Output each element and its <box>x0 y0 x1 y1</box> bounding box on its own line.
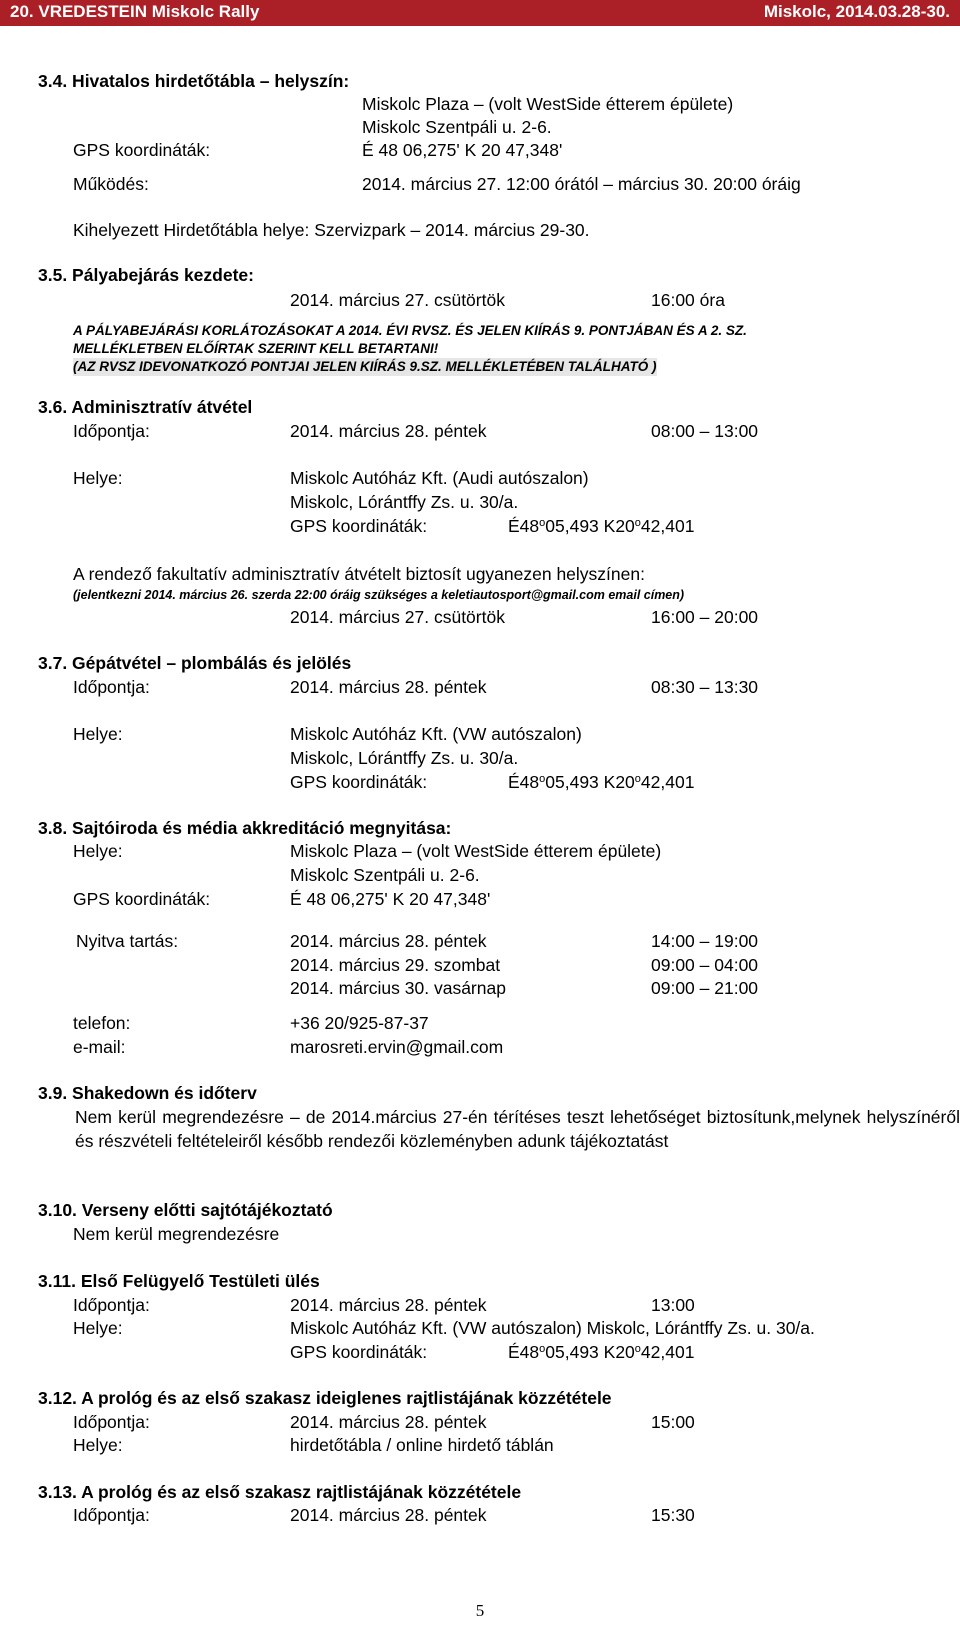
s312-idopont-label: Időpontja: <box>73 1412 150 1432</box>
s311-idopont-label: Időpontja: <box>73 1295 150 1315</box>
s312-place: hirdetőtábla / online hirdető táblán <box>290 1435 554 1455</box>
s38-tel-value: +36 20/925-87-37 <box>290 1013 429 1033</box>
s36-place-line1: Miskolc Autóház Kft. (Audi autószalon) <box>290 468 589 488</box>
s37-gps-value: É48$^o$05,493 K20$^o$42,401 <box>508 772 695 792</box>
s36-rendezo-text: A rendező fakultatív adminisztratív átvételt biztosít ugyanezen helyszínen: <box>73 564 645 584</box>
s38-tel-label: telefon: <box>73 1013 131 1033</box>
s38-place-line1: Miskolc Plaza – (volt WestSide étterem épülete) <box>290 841 662 861</box>
s37-date: 2014. március 28. péntek <box>290 677 487 697</box>
s36-gps-label: GPS koordináták: <box>290 516 428 536</box>
s36-date: 2014. március 28. péntek <box>290 421 487 441</box>
s39-paragraph: Nem kerül megrendezésre – de 2014.március 27-én térítéses teszt lehetőséget biztosítunk,melynek helyszínéről és részvételi feltételeiről később rendezői közleményben adunk tájékoztatást <box>75 1107 960 1151</box>
s37-time: 08:30 – 13:30 <box>651 677 759 697</box>
s38-place-line2: Miskolc Szentpáli u. 2-6. <box>290 865 480 885</box>
s37-place-line2: Miskolc, Lórántffy Zs. u. 30/a. <box>290 748 519 768</box>
s311-place: Miskolc Autóház Kft. (VW autószalon) Miskolc, Lórántffy Zs. u. 30/a. <box>290 1318 815 1338</box>
s36-time: 08:00 – 13:00 <box>651 421 759 441</box>
section-3-7-title: 3.7. Gépátvétel – plombálás és jelölés <box>38 653 352 673</box>
s38-row2-time: 09:00 – 04:00 <box>651 955 759 975</box>
s311-gps-label: GPS koordináták: <box>290 1342 428 1362</box>
s34-gps-label: GPS koordináták: <box>73 140 211 160</box>
s38-helye-label: Helye: <box>73 841 123 861</box>
s36-jelentkezni-text: (jelentkezni 2014. március 26. szerda 22:00 óráig szükséges a keletiautosport@gmail.com email címen) <box>73 588 685 602</box>
s38-row1-date: 2014. március 28. péntek <box>290 931 487 951</box>
s311-date: 2014. március 28. péntek <box>290 1295 487 1315</box>
s311-helye-label: Helye: <box>73 1318 123 1338</box>
s34-gps-value: É 48 06,275' K 20 47,348' <box>362 140 563 160</box>
section-3-8-title: 3.8. Sajtóiroda és média akkreditáció megnyitása: <box>38 818 452 838</box>
section-3-12-title: 3.12. A prológ és az első szakasz ideiglenes rajtlistájának közzététele <box>38 1388 612 1408</box>
s36-time2: 16:00 – 20:00 <box>651 607 759 627</box>
section-3-6-title: 3.6. Adminisztratív átvétel <box>38 397 253 417</box>
s38-gps-label: GPS koordináták: <box>73 889 211 909</box>
s38-email-label: e-mail: <box>73 1037 126 1057</box>
s36-idopont-label: Időpontja: <box>73 421 150 441</box>
s311-time: 13:00 <box>651 1295 695 1315</box>
s38-nyitva-label: Nyitva tartás: <box>76 931 179 951</box>
s34-mukodes-label: Működés: <box>73 174 149 194</box>
section-3-11-title: 3.11. Első Felügyelő Testületi ülés <box>38 1271 320 1291</box>
s34-mukodes-value: 2014. március 27. 12:00 órától – március 30. 20:00 óráig <box>362 174 801 194</box>
s310-text: Nem kerül megrendezésre <box>73 1224 280 1244</box>
section-3-9-title: 3.9. Shakedown és időterv <box>38 1083 257 1103</box>
section-3-4-title: 3.4. Hivatalos hirdetőtábla – helyszín: <box>38 71 350 91</box>
s313-time: 15:30 <box>651 1505 695 1525</box>
section-3-13-title: 3.13. A prológ és az első szakasz rajtlistájának közzététele <box>38 1482 522 1502</box>
s312-time: 15:00 <box>651 1412 695 1432</box>
s37-idopont-label: Időpontja: <box>73 677 150 697</box>
header-event-title: 20. VREDESTEIN Miskolc Rally <box>10 2 260 21</box>
page-header <box>0 0 960 26</box>
page-number: 5 <box>475 1601 485 1620</box>
s312-date: 2014. március 28. péntek <box>290 1412 487 1432</box>
s35-note-line1: A PÁLYABEJÁRÁSI KORLÁTOZÁSOKAT A 2014. ÉVI RVSZ. ÉS JELEN KIÍRÁS 9. PONTJÁBAN ÉS A 2. SZ. <box>73 323 747 338</box>
s35-note-line2: MELLÉKLETBEN ELŐÍRTAK SZERINT KELL BETARTANI! <box>73 341 439 356</box>
s38-email-value: marosreti.ervin@gmail.com <box>290 1037 504 1057</box>
s313-date: 2014. március 28. péntek <box>290 1505 487 1525</box>
s311-gps-value: É48$^o$05,493 K20$^o$42,401 <box>508 1342 695 1362</box>
s34-location-line1: Miskolc Plaza – (volt WestSide étterem épülete) <box>362 94 734 114</box>
s313-idopont-label: Időpontja: <box>73 1505 150 1525</box>
s37-gps-label: GPS koordináták: <box>290 772 428 792</box>
s36-date2: 2014. március 27. csütörtök <box>290 607 505 627</box>
s38-row3-date: 2014. március 30. vasárnap <box>290 978 506 998</box>
header-location-date: Miskolc, 2014.03.28-30. <box>763 2 950 21</box>
s37-helye-label: Helye: <box>73 724 123 744</box>
s38-gps-value: É 48 06,275' K 20 47,348' <box>290 889 491 909</box>
s38-row2-date: 2014. március 29. szombat <box>290 955 501 975</box>
s37-place-line1: Miskolc Autóház Kft. (VW autószalon) <box>290 724 582 744</box>
s312-helye-label: Helye: <box>73 1435 123 1455</box>
s35-date: 2014. március 27. csütörtök <box>290 290 505 310</box>
section-3-5-title: 3.5. Pályabejárás kezdete: <box>38 265 254 285</box>
s34-location-line2: Miskolc Szentpáli u. 2-6. <box>362 117 552 137</box>
s36-gps-value: É48$^o$05,493 K20$^o$42,401 <box>508 516 695 536</box>
s38-row3-time: 09:00 – 21:00 <box>651 978 759 998</box>
s35-note-line3: (AZ RVSZ IDEVONATKOZÓ PONTJAI JELEN KIÍRÁS 9.SZ. MELLÉKLETÉBEN TALÁLHATÓ ) <box>73 359 657 374</box>
section-3-10-title: 3.10. Verseny előtti sajtótájékoztató <box>38 1200 333 1220</box>
s34-kihelyezett: Kihelyezett Hirdetőtábla helye: Szervizpark – 2014. március 29-30. <box>73 220 590 240</box>
s35-time: 16:00 óra <box>651 290 725 310</box>
s36-helye-label: Helye: <box>73 468 123 488</box>
s38-row1-time: 14:00 – 19:00 <box>651 931 759 951</box>
s36-place-line2: Miskolc, Lórántffy Zs. u. 30/a. <box>290 492 519 512</box>
